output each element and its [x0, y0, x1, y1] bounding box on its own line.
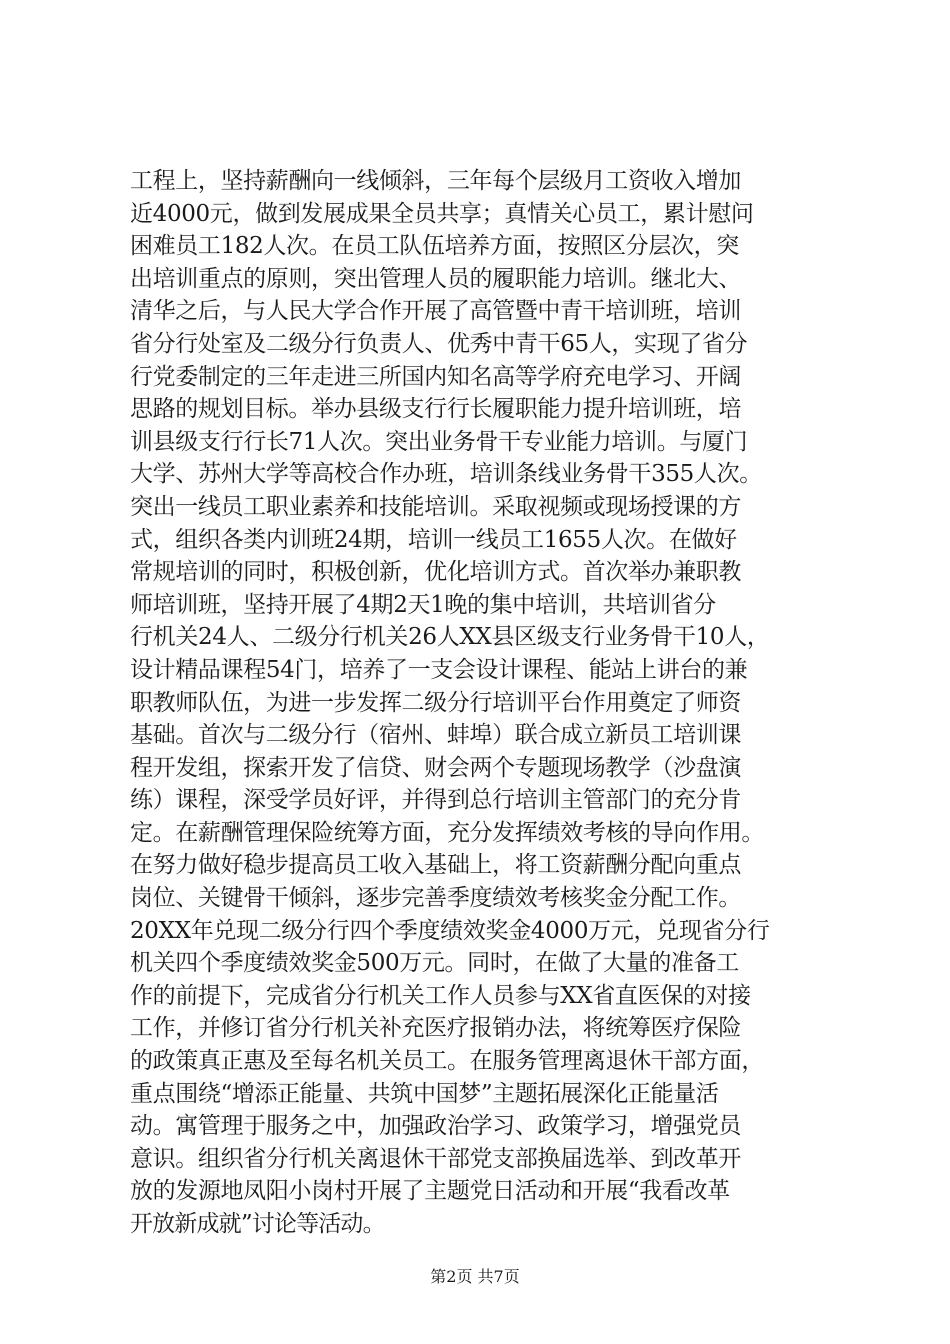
body-line: 常规培训的同时，积极创新，优化培训方式。首次举办兼职教 [130, 559, 742, 586]
body-line: 动。寓管理于服务之中，加强政治学习、政策学习，增强党员 [130, 1113, 742, 1140]
body-line: 大学、苏州大学等高校合作办班，培训条线业务骨干355人次。 [130, 461, 762, 488]
body-line: 20XX年兑现二级分行四个季度绩效奖金4000万元，兑现省分行 [130, 917, 770, 944]
body-line: 在努力做好稳步提高员工收入基础上，将工资薪酬分配向重点 [130, 852, 742, 879]
body-line: 突出一线员工职业素养和技能培训。采取视频或现场授课的方 [130, 493, 742, 520]
body-line: 程开发组，探索开发了信贷、财会两个专题现场教学（沙盘演 [130, 754, 742, 781]
body-line: 意识。组织省分行机关离退休干部党支部换届选举、到改革开 [130, 1145, 742, 1172]
page-footer: 第2页 共7页 [430, 1267, 520, 1286]
body-line: 放的发源地凤阳小岗村开展了主题党日活动和开展“我看改革 [130, 1178, 730, 1205]
body-line: 岗位、关键骨干倾斜，逐步完善季度绩效考核奖金分配工作。 [130, 885, 742, 912]
body-line: 困难员工182人次。在员工队伍培养方面，按照区分层次，突 [130, 233, 739, 260]
body-line: 出培训重点的原则，突出管理人员的履职能力培训。继北大、 [130, 265, 742, 292]
body-line: 省分行处室及二级分行负责人、优秀中青干65人，实现了省分 [130, 330, 748, 357]
body-line: 工作，并修订省分行机关补充医疗报销办法，将统筹医疗保险 [130, 1015, 742, 1042]
body-line: 式，组织各类内训班24期，培训一线员工1655人次。在做好 [130, 526, 737, 553]
body-line: 清华之后，与人民大学合作开展了高管暨中青干培训班，培训 [130, 298, 742, 325]
body-line: 作的前提下，完成省分行机关工作人员参与XX省直医保的对接 [130, 982, 751, 1009]
body-line: 行机关24人、二级分行机关26人XX县区级支行业务骨干10人， [130, 624, 770, 651]
body-line: 基础。首次与二级分行（宿州、蚌埠）联合成立新员工培训课 [130, 722, 742, 749]
body-line: 训县级支行行长71人次。突出业务骨干专业能力培训。与厦门 [130, 428, 748, 455]
body-line: 师培训班，坚持开展了4期2天1晚的集中培训，共培训省分 [130, 591, 716, 618]
body-text [130, 165, 830, 1241]
body-line: 练）课程，深受学员好评，并得到总行培训主管部门的充分肯 [130, 787, 742, 814]
body-line: 职教师队伍，为进一步发挥二级分行培训平台作用奠定了师资 [130, 689, 742, 716]
body-line: 工程上，坚持薪酬向一线倾斜，三年每个层级月工资收入增加 [130, 168, 742, 194]
body-line: 设计精品课程54门，培养了一支会设计课程、能站上讲台的兼 [130, 656, 748, 683]
body-line: 开放新成就”讨论等活动。 [130, 1211, 385, 1237]
body-line: 近4000元，做到发展成果全员共享；真情关心员工，累计慰问 [130, 200, 754, 227]
body-line: 定。在薪酬管理保险统筹方面，充分发挥绩效考核的导向作用。 [130, 819, 765, 846]
body-line: 行党委制定的三年走进三所国内知名高等学府充电学习、开阔 [130, 363, 742, 390]
body-line: 思路的规划目标。举办县级支行行长履职能力提升培训班，培 [130, 396, 742, 423]
body-line: 机关四个季度绩效奖金500万元。同时，在做了大量的准备工 [130, 950, 739, 977]
body-line: 重点围绕“增添正能量、共筑中国梦”主题拓展深化正能量活 [130, 1080, 719, 1107]
body-line: 的政策真正惠及至每名机关员工。在服务管理离退休干部方面， [130, 1048, 765, 1075]
